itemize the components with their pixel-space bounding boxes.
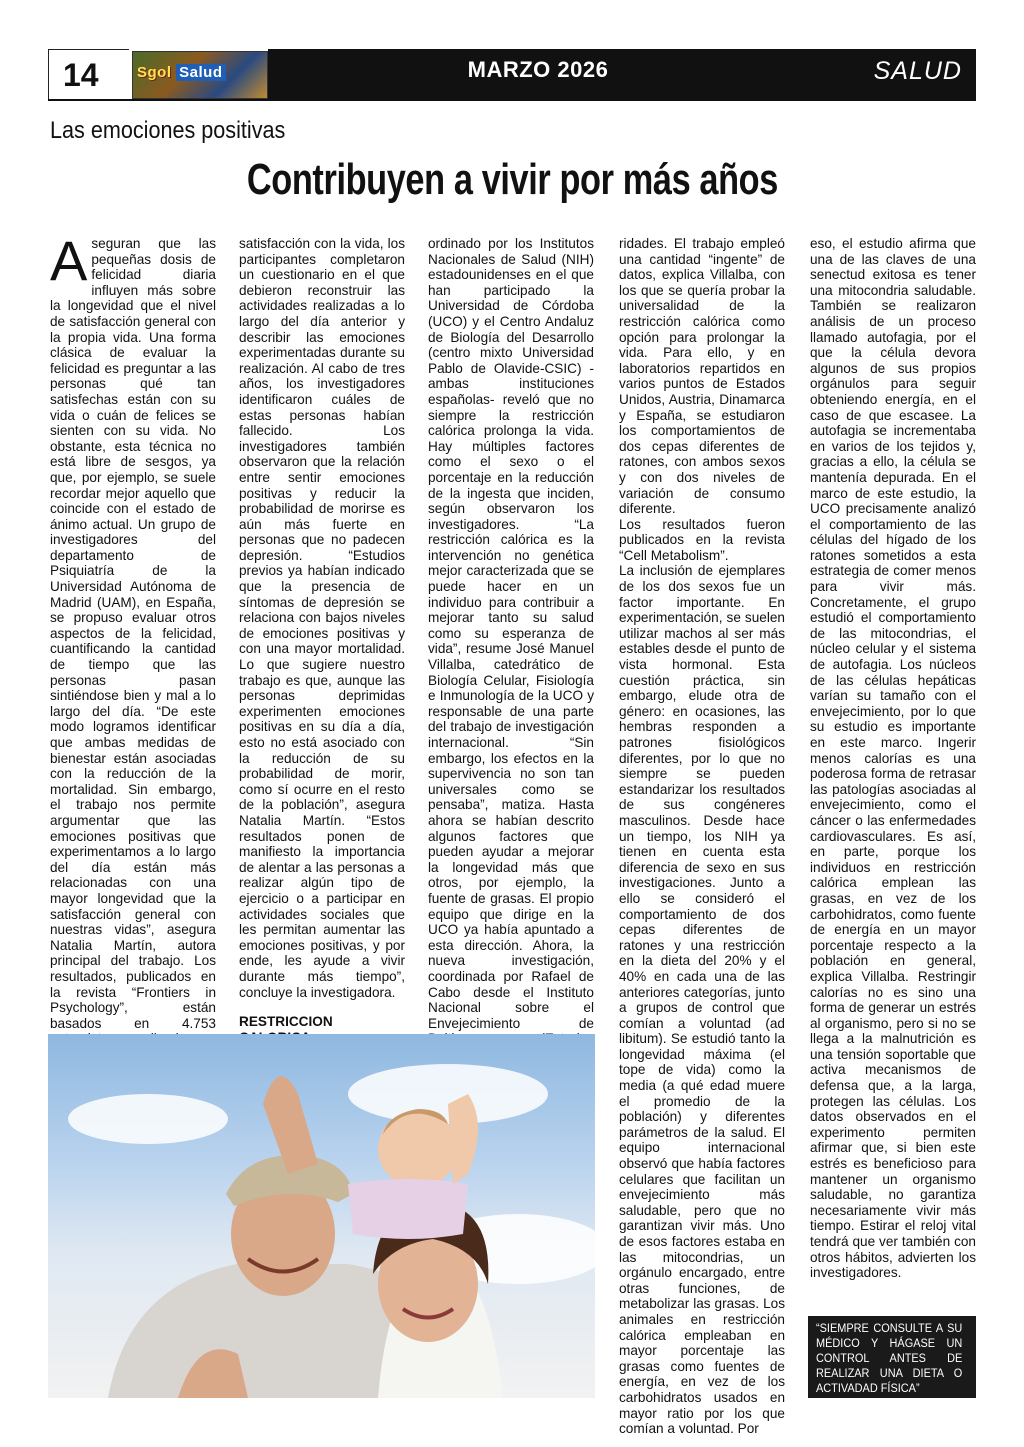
page-number: 14 bbox=[63, 57, 99, 93]
header-bar bbox=[268, 49, 976, 99]
article-column-3 bbox=[428, 236, 594, 1078]
article-column-1 bbox=[50, 229, 216, 1094]
column-4-paragraph-2: Los resultados fueron publicados en la revista “Cell Metabolism”. bbox=[619, 516, 785, 563]
column-3-text: ordinado por los Institutos Nacionales de Salud (NIH) estadounidenses en el que han participado la Universidad de Córdoba (UCO) y el Centro Andaluz de Biología del Desarrollo (centro mixto Universidad Pablo de Olavide-CSIC) -ambas instituciones españolas- reveló que no siempre la restricción calórica prolonga la vida. Hay múltiples factores como el sexo o el porcentaje en la reducción de la ingesta que inciden, según observaron los investigadores. “La restricción calórica es la intervención no genética mejor caracterizada que se puede hacer en un individuo para contribuir a mejorar tanto su salud como su esperanza de vida”, resume José Manuel Villalba, catedrático de Biología Celular, Fisiología e Inmunología de la UCO y responsable de una parte del trabajo de investigación internacional. “Sin embargo, los efectos en la supervivencia no son tan universales como se pensaba”, matiza. Hasta ahora se habían descrito algunos factores que pueden ayudar a mejorar la longevidad más que otros, por ejemplo, la fuente de grasas. El propio equipo que dirige en la UCO ya había apuntado a esta dirección. Ahora, la nueva investigación, coordinada por Rafael de Cabo desde el Instituto Nacional sobre el Envejecimiento de bbox=[428, 236, 594, 1031]
subhead-restriccion: RESTRICCION bbox=[239, 1014, 333, 1030]
publication-logo bbox=[132, 51, 268, 99]
column-4-text: ridades. El trabajo empleó una cantidad “ingente” de datos, explica Villalba, con los que se quería probar la universalidad de la restricción calórica como opción para prolongar la vida. Para ello, y en laboratorios repartidos en varios puntos de Estados Unidos, Austria, Dinamarca y España, se estudiaron los comportamientos de dos cepas diferentes de ratones, con ambos sexos y con dos niveles de variación de consumo diferente. bbox=[619, 236, 785, 517]
page-number-box bbox=[48, 49, 129, 101]
article-kicker: Las emociones positivas bbox=[50, 117, 286, 144]
pull-quote-box bbox=[808, 1316, 976, 1398]
headline-text: Contribuyen a vivir por más años bbox=[246, 155, 778, 204]
column-2-text: satisfacción con la vida, los participantes completaron un cuestionario en el que debieron reconstruir las actividades realizadas a lo largo del día anterior y describir las emociones experimentadas durante su realización. Al cabo de tres años, los investigadores identificaron cuáles de estas personas habían fallecido. Los investigadores también observaron que la relación entre sentir emociones positivas y reducir la probabilidad de morirse es aún más fuerte en personas que no padecen depresión. “Estudios previos ya habían indicado que la presencia de síntomas de depresión se relaciona con bajos niveles de emociones positivas y con una mayor mortalidad. Lo que sugiere nuestro trabajo es que, aunque las personas deprimidas experimenten emociones positivas en su día a día, esto no está asociado con la reducción de su probabilidad de morir, como sí ocurre en el resto de la población”, asegura Natalia Martín. “Estos resultados ponen de manifiesto la importancia de alentar a las personas a realizar algún tipo de ejercicio o a participar en actividades sociales que les permitan aumentar las emociones positivas, y por ende, les ayude a vivir durante más tiempo”, concluye la investigadora. bbox=[239, 236, 405, 1000]
logo-text bbox=[137, 64, 226, 81]
family-illustration bbox=[48, 1034, 595, 1398]
article-column-2 bbox=[239, 236, 405, 1061]
pull-quote-text: “SIEMPRE CONSULTE A SU MÉDICO Y HÁGASE UN CONTROL ANTES DE REALIZAR UNA DIETA O ACTIVADAD FÍSICA” bbox=[816, 1323, 963, 1395]
issue-date: MARZO 2026 bbox=[467, 57, 609, 82]
logo-text-b: Salud bbox=[176, 64, 225, 81]
column-5-text: eso, el estudio afirma que una de las claves de una senectud exitosa es tener una mitocondria saludable. También se realizaron análisis de un proceso llamado autofagia, por el que la célula devora algunos de sus propios orgánulos para seguir obteniendo energía, en el caso de que escasee. La autofagia se incrementaba en varios de los tejidos y, gracias a ello, la célula se mantenía depurada. En el marco de este estudio, la UCO precisamente analizó el comportamiento de las células del hígado de los ratones sometidos a esta estrategia de comer menos para vivir más. Concretamente, el grupo estudió el comportamiento de las mitocondrias, el núcleo celular y el sistema de autofagia. Los núcleos de las células hepáticas varían su tamaño con el envejecimiento, por lo que su estudio es importante en este marco. Ingerir menos calorías es una poderosa forma de retrasar las patologías asociadas al envejecimiento, como el cáncer o las enfermedades cardiovasculares. Es así, en parte, porque los individuos en restricción calórica emplean las grasas, en vez de los carbohidratos, como fuente de energía en un mayor porcentaje respecto a la población en general, explica Villalba. Restringir calorías no es sino una forma de generar un estrés al organismo, pero si no se llega a la malnutrición es una tensión soportable que activa mecanismos de defensa que, a la larga, protegen las células. Los datos observados en el experimento permiten afirmar que, si bien este estrés es beneficioso para mantener un organismo saludable, no garantiza necesariamente vivir más tiempo. Estirar el reloj vital tendrá que ver también con otros hábitos, advierten los investigadores. bbox=[810, 236, 976, 1281]
column-1-text: seguran que las pequeñas dosis de felicidad diaria influyen más sobre la longevidad que el nivel de satisfacción general con la propia vida. Una forma clásica de evaluar la felicidad es preguntar a las personas qué tan satisfechas están con su vida o cuán de felices se sienten con su vida. No obstante, esta técnica no está libre de sesgos, ya que, por ejemplo, se suele recordar mejor aquello que coincide con el estado de ánimo actual. Un grupo de investigadores del departamento de Psiquiatría de la Universidad Autónoma de Madrid (UAM), en España, se propuso evaluar otros aspectos de la felicidad, cuantificando la cantidad de tiempo que las personas pasan sintiéndose bien y mal a lo largo del día. “De este modo logramos identificar que ambas medidas de bienestar están asociadas con la reducción de la mortalidad. Sin embargo, el trabajo nos permite argumentar que las emociones positivas que experimentamos a lo largo del día están más relacionadas con una mayor longevidad que la satisfacción general con nuestras vidas”, asegura Natalia Martín, autora principal del trabajo. Los resultados, publicados en la revista “Frontiers in Psychology”, están basados en 4.753 bbox=[50, 236, 216, 1031]
family-photo bbox=[48, 1034, 595, 1398]
column-4-paragraph-3: La inclusión de ejemplares de los dos sexos fue un factor importante. En experimentación, se suelen utilizar machos al ser más estables desde el punto de vista hormonal. Esta cuestión práctica, sin embargo, elude otra de género: en ocasiones, las hembras responden a patrones fisiológicos diferentes, por lo que no siempre se pueden estandarizar los resultados de sus congéneres masculinos. Desde hace un tiempo, los NIH ya tienen en cuenta esta diferencia de sexo en sus investigaciones. Junto a ello se consideró el comportamiento de dos cepas diferentes de ratones y una restricción en la dieta del 20% y el 40% en cada una de las anteriores categorías, junto a grupos de control que comían a voluntad (ad libitum). Se estudió tanto la longevidad máxima (el tope de vida) como la media (a qué edad muere el promedio de la población) y diferentes parámetros de la salud. El equipo internacional observó que había factores celulares que facilitan un envejecimiento más saludable, pero que no garantizan vivir más. Uno de esos factores estaba en las mitocondrias, un orgánulo encargado, entre otras funciones, de metabolizar las grasas. Los animales en restricción calórica empleaban en mayor porcentaje las grasas como fuentes de energía, en vez de los carbohidratos usados en mayor ratio por los que comían a voluntad. Por bbox=[619, 563, 785, 1437]
section-name: SALUD bbox=[873, 57, 962, 85]
article-headline bbox=[0, 155, 1024, 205]
page-header bbox=[48, 49, 976, 101]
drop-cap: A bbox=[50, 229, 88, 292]
header-rule bbox=[48, 99, 976, 101]
article-column-4 bbox=[619, 236, 785, 1437]
logo-text-a: Sgol bbox=[137, 64, 172, 81]
article-column-5 bbox=[810, 236, 976, 1281]
